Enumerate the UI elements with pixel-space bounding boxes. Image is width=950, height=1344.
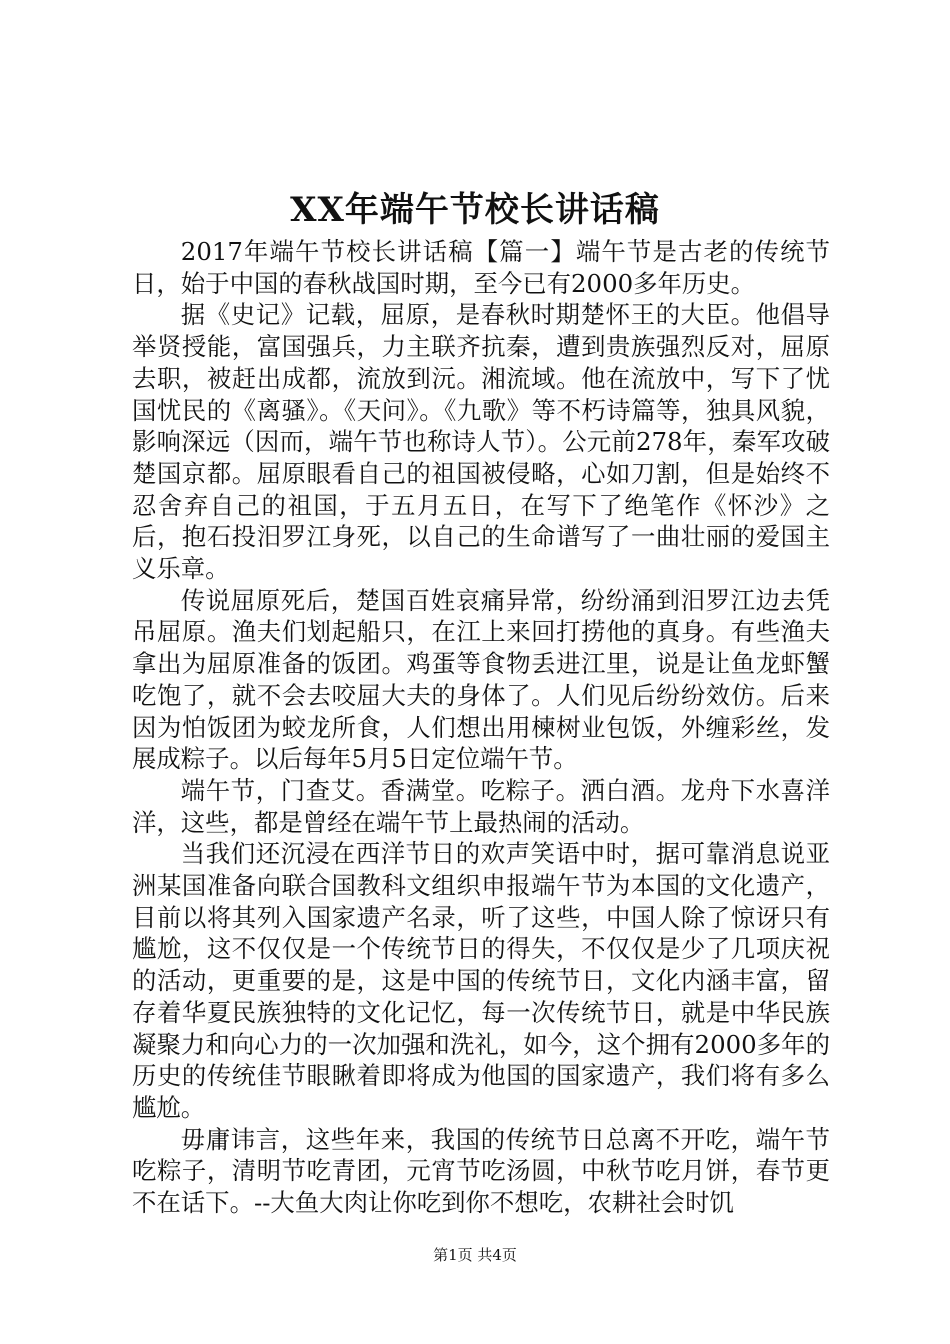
paragraph: 端午节，门查艾。香满堂。吃粽子。洒白酒。龙舟下水喜洋洋，这些，都是曾经在端午节上最热闹的活动。	[132, 775, 830, 837]
paragraph: 毋庸讳言，这些年来，我国的传统节日总离不开吃，端午节吃粽子，清明节吃青团，元宵节吃汤圆，中秋节吃月饼，春节更不在话下。--大鱼大肉让你吃到你不想吃，农耕社会时饥	[132, 1124, 830, 1218]
paragraph: 当我们还沉浸在西洋节日的欢声笑语中时，据可靠消息说亚洲某国准备向联合国教科文组织申报端午节为本国的文化遗产，目前以将其列入国家遗产名录，听了这些，中国人除了惊讶只有尴尬，这不仅仅是一个传统节日的得失，不仅仅是少了几项庆祝的活动，更重要的是，这是中国的传统节日，文化内涵丰富，留存着华夏民族独特的文化记忆，每一次传统节日，就是中华民族凝聚力和向心力的一次加强和洗礼，如今，这个拥有2000多年的历史的传统佳节眼瞅着即将成为他国的国家遗产，我们将有多么尴尬。	[132, 839, 830, 1122]
paragraph: 传说屈原死后，楚国百姓哀痛异常，纷纷涌到汨罗江边去凭吊屈原。渔夫们划起船只，在江上来回打捞他的真身。有些渔夫拿出为屈原准备的饭团。鸡蛋等食物丢进江里，说是让鱼龙虾蟹吃饱了，就不会去咬屈大夫的身体了。人们见后纷纷效仿。后来因为怕饭团为蛟龙所食，人们想出用楝树业包饭，外缠彩丝，发展成粽子。以后每年5月5日定位端午节。	[132, 585, 830, 774]
document-body	[132, 236, 830, 1219]
page-footer: 第1页 共4页	[433, 1246, 517, 1264]
document-title: XX年端午节校长讲话稿	[290, 190, 660, 230]
paragraph: 2017年端午节校长讲话稿【篇一】端午节是古老的传统节日，始于中国的春秋战国时期，至今已有2000多年历史。	[132, 237, 830, 298]
paragraph: 据《史记》记载，屈原，是春秋时期楚怀王的大臣。他倡导举贤授能，富国强兵，力主联齐抗秦，遭到贵族强烈反对，屈原去职，被赶出成都，流放到沅。湘流域。他在流放中，写下了忧国忧民的《离骚》。《天问》。《九歌》等不朽诗篇等，独具风貌，影响深远（因而，端午节也称诗人节）。公元前278年，秦军攻破楚国京都。屈原眼看自己的祖国被侵略，心如刀割，但是始终不忍舍弃自己的祖国，于五月五日，在写下了绝笔作《怀沙》之后，抱石投汨罗江身死，以自己的生命谱写了一曲壮丽的爱国主义乐章。	[132, 300, 830, 584]
